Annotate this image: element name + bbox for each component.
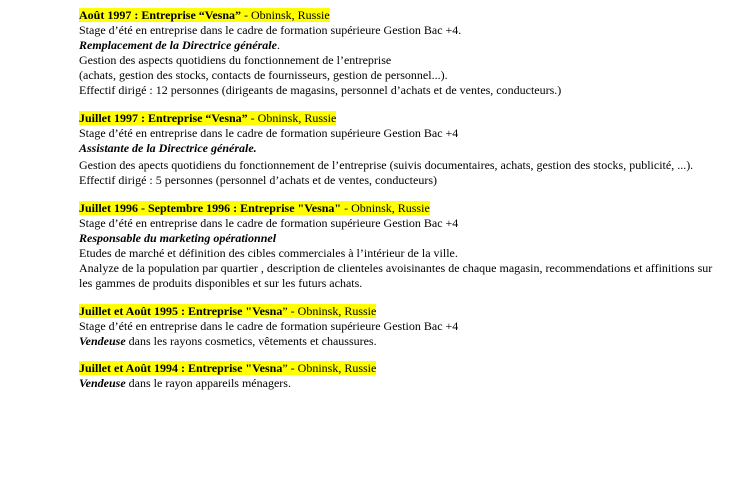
spacer: [79, 291, 719, 304]
role-title: Responsable du marketing opérationnel: [79, 231, 277, 245]
entry-heading: [79, 361, 719, 376]
heading-title: Juillet 1997 : Entreprise “Vesna”: [79, 111, 248, 125]
role-detail: dans les rayons cosmetics, vêtements et chaussures.: [125, 334, 377, 348]
spacer: [79, 188, 719, 201]
heading-title: Juillet et Août 1994 : Entreprise "Vesna: [79, 361, 283, 375]
entry-context: Stage d’été en entreprise dans le cadre de formation supérieure Gestion Bac +4: [79, 216, 459, 230]
entry-role: [79, 376, 719, 391]
entry-line: Effectif dirigé : 5 personnes (personnel d’achats et de ventes, conducteurs): [79, 173, 437, 187]
heading-highlight: [79, 111, 336, 125]
heading-title: Juillet 1996 - Septembre 1996 : Entreprise "Vesna": [79, 201, 342, 215]
entry-role: [79, 141, 719, 156]
role-title: Remplacement de la Directrice générale: [79, 38, 277, 52]
heading-title: Août 1997 : Entreprise “Vesna”: [79, 8, 242, 22]
role-title: Assistante de la Directrice générale.: [79, 141, 257, 155]
role-suffix: .: [276, 38, 280, 52]
cv-experience-section: [79, 8, 719, 391]
heading-highlight: [79, 8, 330, 22]
heading-highlight: [79, 361, 376, 375]
entry-role: [79, 38, 719, 53]
entry-line: Gestion des aspects quotidiens du fonctionnement de l’entreprise: [79, 53, 392, 67]
entry-role: [79, 231, 719, 246]
heading-title: Juillet et Août 1995 : Entreprise "Vesna: [79, 304, 283, 318]
heading-location: ” - Obninsk, Russie: [282, 361, 377, 375]
entry-line: (achats, gestion des stocks, contacts de fournisseurs, gestion de personnel...).: [79, 68, 448, 82]
heading-location: - Obninsk, Russie: [247, 111, 337, 125]
entry-heading: [79, 304, 719, 319]
entry-context: Stage d’été en entreprise dans le cadre de formation supérieure Gestion Bac +4: [79, 319, 459, 333]
entry-heading: [79, 111, 719, 126]
heading-location: - Obninsk, Russie: [241, 8, 330, 22]
role-title: Vendeuse: [79, 334, 126, 348]
entry-context: Stage d’été en entreprise dans le cadre de formation supérieure Gestion Bac +4.: [79, 23, 462, 37]
experience-entry: [79, 8, 719, 98]
heading-highlight: [79, 304, 376, 318]
experience-entry: [79, 304, 719, 349]
spacer: [79, 98, 719, 111]
entry-line: Gestion des apects quotidiens du fonctionnement de l’entreprise (suivis documentaires, achats, gestion des stocks, publicité, ...).: [79, 158, 694, 172]
entry-line: Etudes de marché et définition des cibles commerciales à l’intérieur de la ville.: [79, 246, 458, 260]
entry-role: [79, 334, 719, 349]
experience-entry: [79, 361, 719, 391]
experience-entry: [79, 111, 719, 188]
experience-entry: [79, 201, 719, 291]
entry-line: Analyze de la population par quartier , description de clienteles avoisinantes de chaque magasin, recommendations et affinitions sur les gammes de produits disponibles et sur les futurs achats.: [79, 261, 713, 290]
entry-context: Stage d’été en entreprise dans le cadre de formation supérieure Gestion Bac +4: [79, 126, 459, 140]
entry-line: Effectif dirigé : 12 personnes (dirigeants de magasins, personnel d’achats et de ventes, conducteurs.): [79, 83, 562, 97]
spacer: [79, 349, 719, 361]
role-title: Vendeuse: [79, 376, 126, 390]
heading-highlight: [79, 201, 430, 215]
entry-heading: [79, 8, 719, 23]
entry-heading: [79, 201, 719, 216]
heading-location: - Obninsk, Russie: [341, 201, 430, 215]
heading-location: ” - Obninsk, Russie: [282, 304, 377, 318]
role-detail: dans le rayon appareils ménagers.: [125, 376, 291, 390]
